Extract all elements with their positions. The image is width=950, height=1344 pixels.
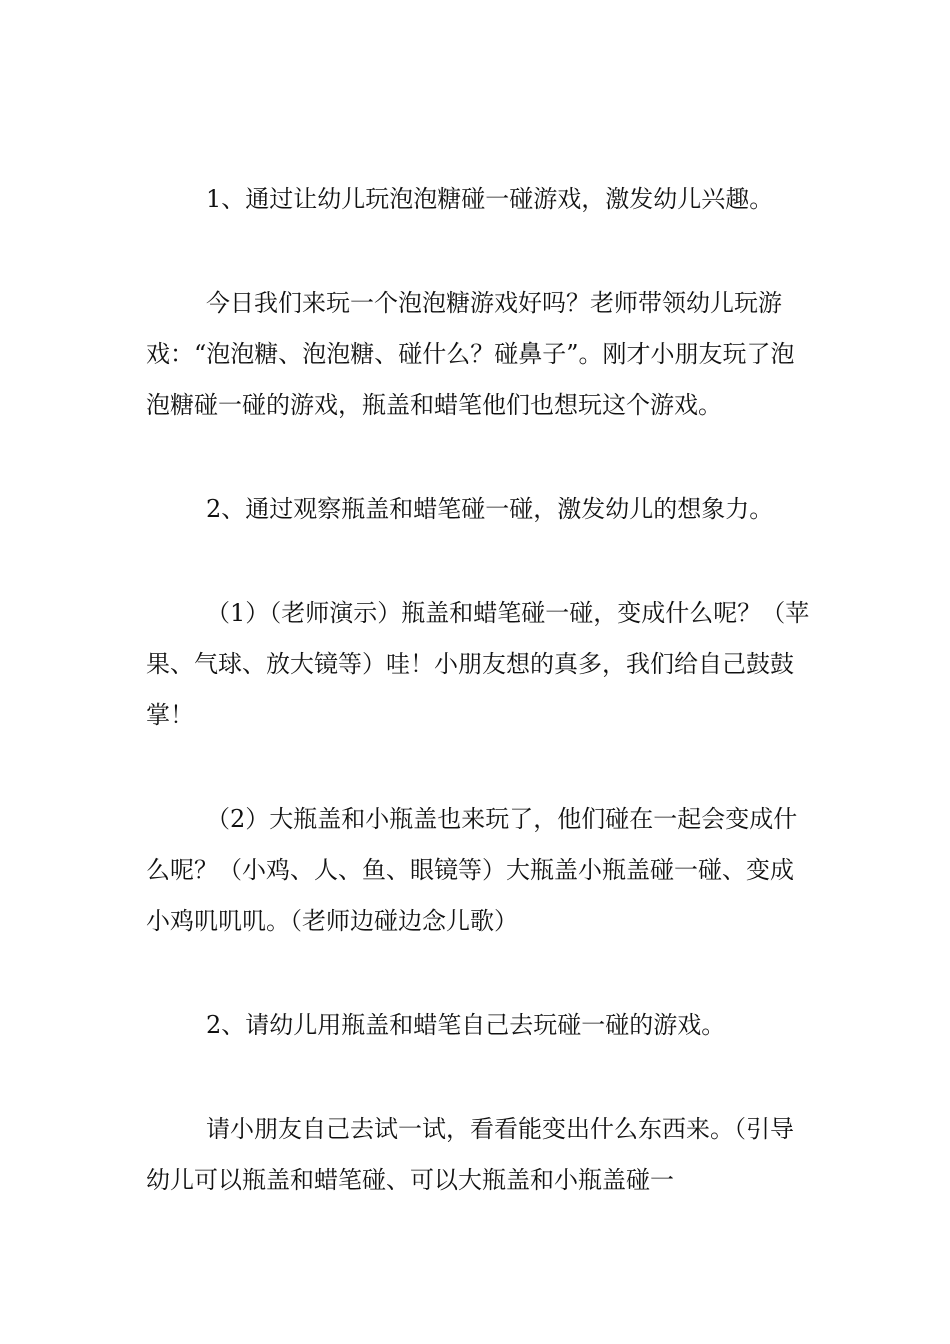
paragraph-spacer (146, 225, 810, 278)
paragraph-goal-3: 2、请幼儿用瓶盖和蜡笔自己去玩碰一碰的游戏。 (206, 1011, 726, 1039)
paragraph-goal-1: 1、通过让幼儿玩泡泡糖碰一碰游戏，激发幼儿兴趣。 (206, 185, 774, 213)
paragraph-spacer (146, 535, 810, 588)
paragraph-goal-2: 2、通过观察瓶盖和蜡笔碰一碰，激发幼儿的想象力。 (206, 495, 774, 523)
paragraph-step-2: （2）大瓶盖和小瓶盖也来玩了，他们碰在一起会变成什么呢？（小鸡、人、鱼、眼镜等）大瓶盖小瓶盖碰一碰、变成小鸡叽叽叽。（老师边碰边念儿歌） (146, 805, 798, 935)
paragraph-spacer (146, 1051, 810, 1104)
paragraph-step-1: （1）（老师演示）瓶盖和蜡笔碰一碰，变成什么呢？（苹果、气球、放大镜等）哇！小朋友想的真多，我们给自己鼓鼓掌！ (146, 599, 810, 729)
document-body (146, 174, 810, 1206)
paragraph-spacer (146, 741, 810, 794)
paragraph-spacer (146, 431, 810, 484)
paragraph-self-try: 请小朋友自己去试一试，看看能变出什么东西来。（引导幼儿可以瓶盖和蜡笔碰、可以大瓶盖和小瓶盖碰一 (146, 1115, 794, 1194)
paragraph-spacer (146, 947, 810, 1000)
paragraph-intro-game: 今日我们来玩一个泡泡糖游戏好吗？老师带领幼儿玩游戏：“泡泡糖、泡泡糖、碰什么？碰鼻子”。刚才小朋友玩了泡泡糖碰一碰的游戏，瓶盖和蜡笔他们也想玩这个游戏。 (146, 289, 795, 419)
